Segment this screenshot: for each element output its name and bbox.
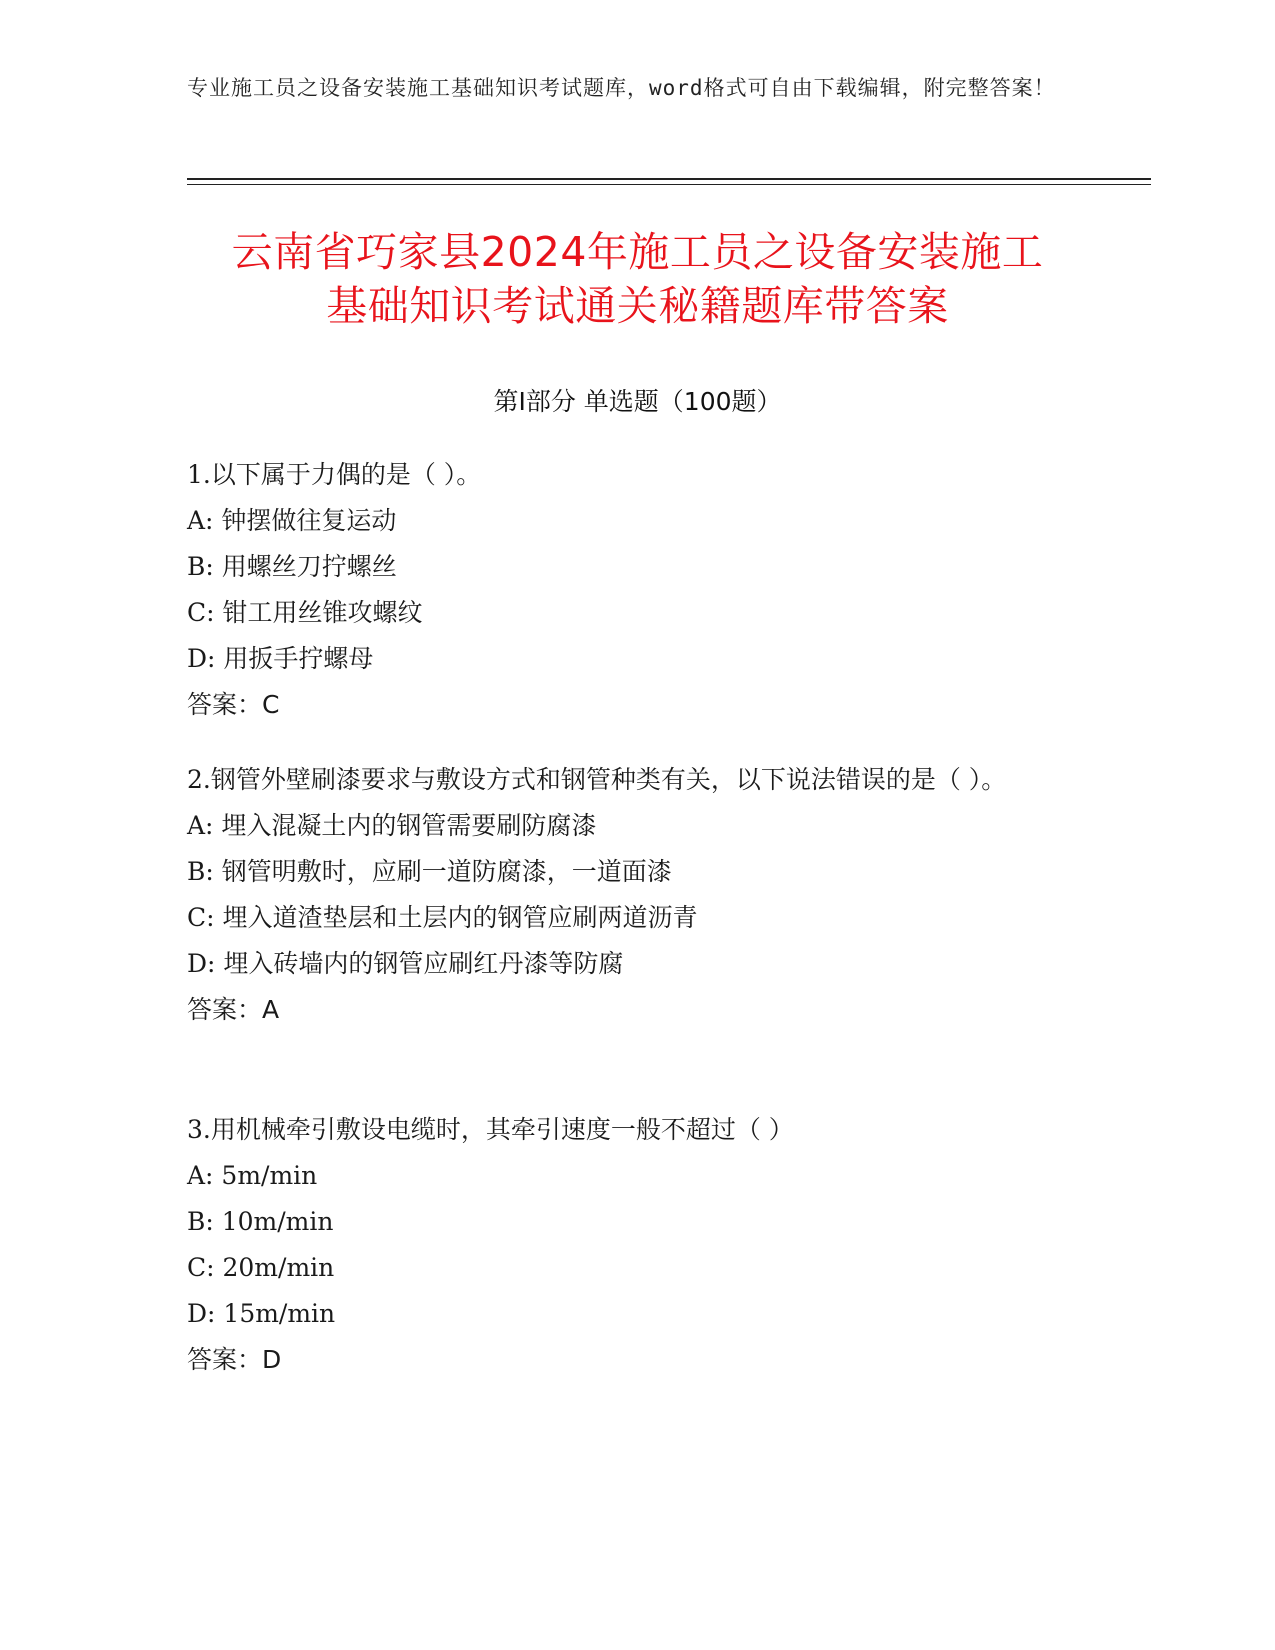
question-option-a: A: 5m/min: [187, 1161, 318, 1190]
document-title-line-1: 云南省巧家县2024年施工员之设备安装施工: [231, 228, 1044, 276]
question-option-d: D: 15m/min: [187, 1299, 336, 1328]
question-option-b: B: 用螺丝刀拧螺丝: [187, 552, 397, 581]
question-answer: 答案：C: [187, 690, 280, 719]
question-option-a: A: 钟摆做往复运动: [187, 506, 397, 535]
question-answer: 答案：D: [187, 1345, 282, 1374]
question-option-d: D: 用扳手拧螺母: [187, 644, 374, 673]
document-title: [150, 225, 1125, 333]
question-option-c: C: 钳工用丝锥攻螺纹: [187, 598, 423, 627]
header-note: 专业施工员之设备安装施工基础知识考试题库，word格式可自由下载编辑，附完整答案！: [187, 76, 1056, 100]
question-answer: 答案：A: [187, 995, 280, 1024]
question-3: [187, 1107, 1087, 1383]
question-stem: 2.钢管外壁刷漆要求与敷设方式和钢管种类有关，以下说法错误的是（ ）。: [187, 765, 1007, 794]
question-option-d: D: 埋入砖墙内的钢管应刷红丹漆等防腐: [187, 949, 624, 978]
question-2: [187, 757, 1047, 1033]
header-divider-thin: [187, 184, 1151, 185]
question-option-a: A: 埋入混凝土内的钢管需要刷防腐漆: [187, 811, 597, 840]
question-stem: 1.以下属于力偶的是（ ）。: [187, 460, 482, 489]
header-divider-thick: [187, 178, 1151, 180]
question-option-c: C: 埋入道渣垫层和土层内的钢管应刷两道沥青: [187, 903, 698, 932]
question-option-b: B: 钢管明敷时，应刷一道防腐漆，一道面漆: [187, 857, 672, 886]
document-title-line-2: 基础知识考试通关秘籍题库带答案: [326, 282, 949, 330]
question-option-c: C: 20m/min: [187, 1253, 335, 1282]
section-heading: 第Ⅰ部分 单选题（100题）: [493, 387, 782, 416]
question-option-b: B: 10m/min: [187, 1207, 334, 1236]
question-stem: 3.用机械牵引敷设电缆时，其牵引速度一般不超过（ ）: [187, 1115, 794, 1144]
question-1: [187, 452, 1087, 728]
